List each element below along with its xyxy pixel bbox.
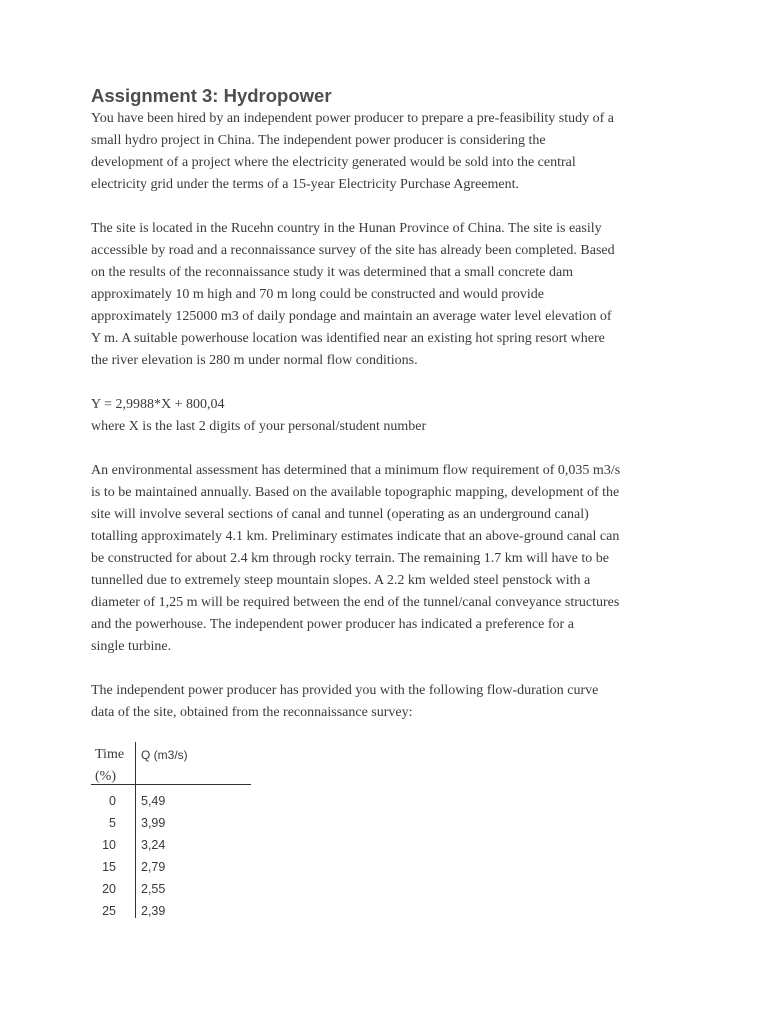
- time-cell: 5: [109, 816, 116, 830]
- page-title: Assignment 3: Hydropower: [91, 85, 332, 106]
- table-row: [91, 856, 251, 878]
- table-row: [91, 878, 251, 900]
- text-line: small hydro project in China. The independent power producer is considering the: [91, 133, 546, 148]
- text-line: approximately 10 m high and 70 m long could be constructed and would provide: [91, 287, 544, 302]
- text-line: be constructed for about 2.4 km through rocky terrain. The remaining 1.7 km will have to be: [91, 551, 609, 566]
- text-line: accessible by road and a reconnaissance survey of the site has already been completed. Based: [91, 243, 615, 258]
- text-line: single turbine.: [91, 639, 172, 654]
- table-body: [91, 790, 251, 922]
- text-line: totalling approximately 4.1 km. Preliminary estimates indicate that an above-ground canal can: [91, 529, 620, 544]
- time-cell: 15: [102, 860, 116, 874]
- flow-cell: 3,24: [141, 838, 166, 852]
- text-line: The site is located in the Rucehn country in the Hunan Province of China. The site is easily: [91, 221, 602, 236]
- text-line: is to be maintained annually. Based on the available topographic mapping, development of the: [91, 485, 620, 500]
- table-row: [91, 900, 251, 922]
- flow-cell: 5,49: [141, 794, 166, 808]
- text-line: on the results of the reconnaissance study it was determined that a small concrete dam: [91, 265, 574, 280]
- text-line: diameter of 1,25 m will be required between the end of the tunnel/canal conveyance structures: [91, 595, 620, 610]
- header-time-unit: (%): [95, 769, 116, 784]
- text-line: where X is the last 2 digits of your personal/student number: [91, 419, 427, 434]
- flow-duration-table: [91, 740, 253, 920]
- formula-line: Y = 2,9988*X + 800,04: [91, 397, 225, 412]
- text-line: the river elevation is 280 m under normal flow conditions.: [91, 353, 418, 368]
- text-line: tunnelled due to extremely steep mountain slopes. A 2.2 km welded steel penstock with a: [91, 573, 591, 588]
- time-cell: 0: [109, 794, 116, 808]
- time-cell: 20: [102, 882, 116, 896]
- table-row: [91, 812, 251, 834]
- table-row: [91, 834, 251, 856]
- text-line: and the powerhouse. The independent power producer has indicated a preference for a: [91, 617, 574, 632]
- text-line: An environmental assessment has determined that a minimum flow requirement of 0,035 m3/s: [91, 463, 621, 478]
- time-cell: 10: [102, 838, 116, 852]
- text-line: The independent power producer has provided you with the following flow-duration curve: [91, 683, 599, 698]
- text-line: data of the site, obtained from the reconnaissance survey:: [91, 705, 413, 720]
- text-line: You have been hired by an independent power producer to prepare a pre-feasibility study of a: [91, 111, 615, 126]
- paragraph-intro: [91, 108, 691, 196]
- paragraph-environment: [91, 460, 691, 658]
- header-time-label: Time: [95, 747, 125, 762]
- header-time: [95, 744, 133, 788]
- paragraph-flow-intro: [91, 680, 691, 724]
- text-line: electricity grid under the terms of a 15-year Electricity Purchase Agreement.: [91, 177, 519, 192]
- time-cell: 25: [102, 904, 116, 918]
- paragraph-site: [91, 218, 691, 372]
- text-line: approximately 125000 m3 of daily pondage and maintain an average water level elevation of: [91, 309, 612, 324]
- paragraph-formula: [91, 394, 691, 438]
- flow-cell: 3,99: [141, 816, 166, 830]
- document-body: [91, 84, 691, 724]
- text-line: Y m. A suitable powerhouse location was identified near an existing hot spring resort where: [91, 331, 605, 346]
- flow-cell: 2,79: [141, 860, 166, 874]
- text-line: development of a project where the electricity generated would be sold into the central: [91, 155, 576, 170]
- table-row: [91, 790, 251, 812]
- header-flow: Q (m3/s): [141, 748, 188, 762]
- flow-cell: 2,55: [141, 882, 166, 896]
- text-line: site will involve several sections of canal and tunnel (operating as an underground canal): [91, 507, 589, 522]
- flow-cell: 2,39: [141, 904, 166, 918]
